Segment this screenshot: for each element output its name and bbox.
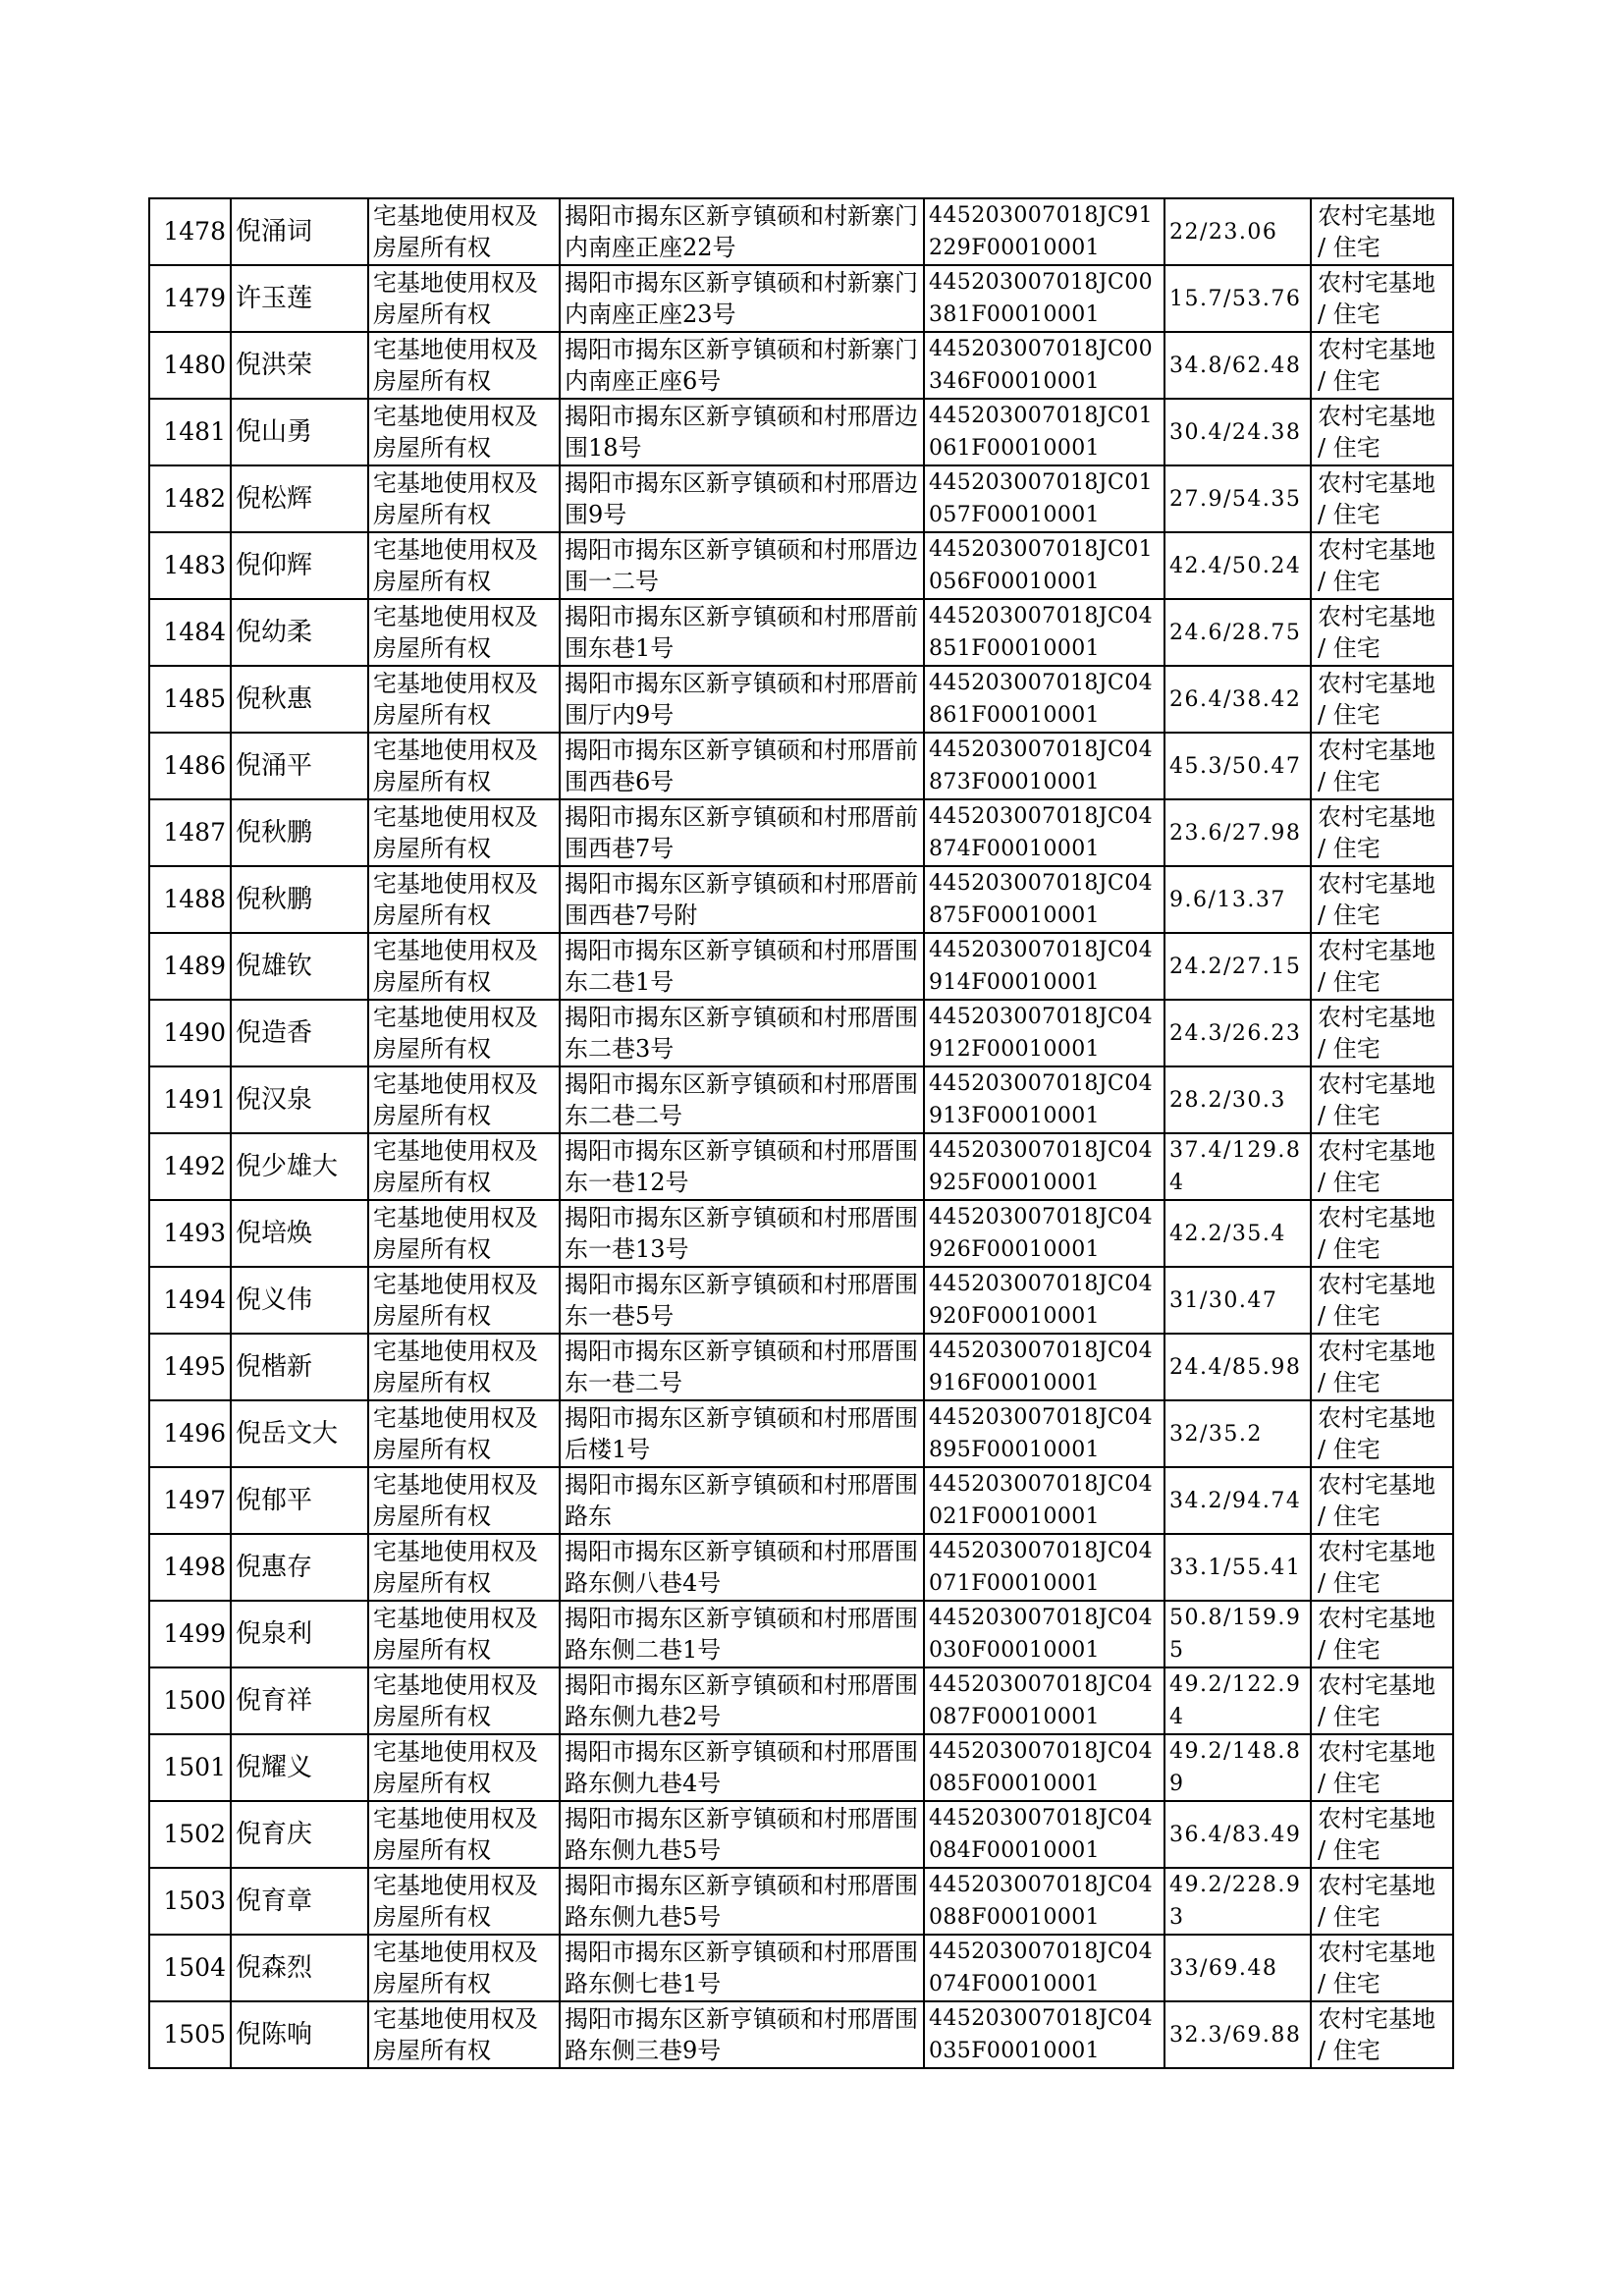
land-usage-cell: 农村宅基地 / 住宅 [1311,866,1453,933]
area-value-cell: 28.2/30.3 [1164,1066,1311,1133]
property-address-cell: 揭阳市揭东区新亨镇硕和村邢厝围路东侧九巷5号 [560,1801,924,1868]
table-row [149,198,1453,265]
land-usage-cell: 农村宅基地 / 住宅 [1311,1935,1453,2001]
land-usage-cell: 农村宅基地 / 住宅 [1311,265,1453,332]
property-address-cell: 揭阳市揭东区新亨镇硕和村邢厝围东一巷13号 [560,1200,924,1267]
owner-name-cell: 倪郁平 [231,1467,368,1534]
land-usage-cell: 农村宅基地 / 住宅 [1311,1000,1453,1066]
owner-name-cell: 倪洪荣 [231,332,368,399]
table-row [149,332,1453,399]
unit-code-cell: 445203007018JC04895F00010001 [924,1400,1164,1467]
owner-name-cell: 倪义伟 [231,1267,368,1334]
property-address-cell: 揭阳市揭东区新亨镇硕和村邢厝围路东侧三巷9号 [560,2001,924,2068]
unit-code-cell: 445203007018JC01061F00010001 [924,399,1164,465]
owner-name-cell: 倪松辉 [231,465,368,532]
unit-code-cell: 445203007018JC01056F00010001 [924,532,1164,599]
property-address-cell: 揭阳市揭东区新亨镇硕和村新寨门内南座正座6号 [560,332,924,399]
area-value-cell: 23.6/27.98 [1164,799,1311,866]
owner-name-cell: 倪少雄大 [231,1133,368,1200]
owner-name-cell: 倪育章 [231,1868,368,1935]
table-row [149,399,1453,465]
unit-code-cell: 445203007018JC04916F00010001 [924,1334,1164,1400]
right-type-cell: 宅基地使用权及房屋所有权 [368,1935,560,2001]
unit-code-cell: 445203007018JC04088F00010001 [924,1868,1164,1935]
area-value-cell: 42.4/50.24 [1164,532,1311,599]
unit-code-cell: 445203007018JC04912F00010001 [924,1000,1164,1066]
property-address-cell: 揭阳市揭东区新亨镇硕和村邢厝边围一二号 [560,532,924,599]
row-number-cell: 1478 [149,198,231,265]
owner-name-cell: 倪惠存 [231,1534,368,1601]
unit-code-cell: 445203007018JC04071F00010001 [924,1534,1164,1601]
row-number-cell: 1495 [149,1334,231,1400]
table-row [149,733,1453,799]
right-type-cell: 宅基地使用权及房屋所有权 [368,465,560,532]
table-row [149,1066,1453,1133]
land-usage-cell: 农村宅基地 / 住宅 [1311,1801,1453,1868]
unit-code-cell: 445203007018JC01057F00010001 [924,465,1164,532]
area-value-cell: 26.4/38.42 [1164,666,1311,733]
unit-code-cell: 445203007018JC04873F00010001 [924,733,1164,799]
property-address-cell: 揭阳市揭东区新亨镇硕和村邢厝围后楼1号 [560,1400,924,1467]
right-type-cell: 宅基地使用权及房屋所有权 [368,532,560,599]
row-number-cell: 1490 [149,1000,231,1066]
area-value-cell: 32/35.2 [1164,1400,1311,1467]
land-usage-cell: 农村宅基地 / 住宅 [1311,198,1453,265]
land-usage-cell: 农村宅基地 / 住宅 [1311,332,1453,399]
land-usage-cell: 农村宅基地 / 住宅 [1311,733,1453,799]
table-row [149,799,1453,866]
land-usage-cell: 农村宅基地 / 住宅 [1311,799,1453,866]
area-value-cell: 24.2/27.15 [1164,933,1311,1000]
unit-code-cell: 445203007018JC04913F00010001 [924,1066,1164,1133]
row-number-cell: 1500 [149,1667,231,1734]
row-number-cell: 1494 [149,1267,231,1334]
row-number-cell: 1482 [149,465,231,532]
unit-code-cell: 445203007018JC04926F00010001 [924,1200,1164,1267]
right-type-cell: 宅基地使用权及房屋所有权 [368,1667,560,1734]
property-address-cell: 揭阳市揭东区新亨镇硕和村邢厝围路东侧二巷1号 [560,1601,924,1667]
area-value-cell: 49.2/122.94 [1164,1667,1311,1734]
row-number-cell: 1485 [149,666,231,733]
right-type-cell: 宅基地使用权及房屋所有权 [368,666,560,733]
owner-name-cell: 倪涌词 [231,198,368,265]
area-value-cell: 31/30.47 [1164,1267,1311,1334]
owner-name-cell: 倪楷新 [231,1334,368,1400]
right-type-cell: 宅基地使用权及房屋所有权 [368,1734,560,1801]
row-number-cell: 1505 [149,2001,231,2068]
unit-code-cell: 445203007018JC04021F00010001 [924,1467,1164,1534]
unit-code-cell: 445203007018JC00346F00010001 [924,332,1164,399]
owner-name-cell: 倪岳文大 [231,1400,368,1467]
area-value-cell: 30.4/24.38 [1164,399,1311,465]
row-number-cell: 1489 [149,933,231,1000]
land-usage-cell: 农村宅基地 / 住宅 [1311,465,1453,532]
land-usage-cell: 农村宅基地 / 住宅 [1311,399,1453,465]
land-usage-cell: 农村宅基地 / 住宅 [1311,1133,1453,1200]
table-row [149,1200,1453,1267]
table-row [149,1467,1453,1534]
row-number-cell: 1487 [149,799,231,866]
property-address-cell: 揭阳市揭东区新亨镇硕和村邢厝前围东巷1号 [560,599,924,666]
table-row [149,532,1453,599]
area-value-cell: 33/69.48 [1164,1935,1311,2001]
area-value-cell: 42.2/35.4 [1164,1200,1311,1267]
property-address-cell: 揭阳市揭东区新亨镇硕和村邢厝前围西巷6号 [560,733,924,799]
land-usage-cell: 农村宅基地 / 住宅 [1311,1267,1453,1334]
owner-name-cell: 倪培焕 [231,1200,368,1267]
right-type-cell: 宅基地使用权及房屋所有权 [368,332,560,399]
table-row [149,1133,1453,1200]
row-number-cell: 1484 [149,599,231,666]
table-row [149,1534,1453,1601]
land-usage-cell: 农村宅基地 / 住宅 [1311,1334,1453,1400]
land-usage-cell: 农村宅基地 / 住宅 [1311,666,1453,733]
row-number-cell: 1496 [149,1400,231,1467]
unit-code-cell: 445203007018JC04851F00010001 [924,599,1164,666]
unit-code-cell: 445203007018JC04875F00010001 [924,866,1164,933]
land-usage-cell: 农村宅基地 / 住宅 [1311,1400,1453,1467]
row-number-cell: 1502 [149,1801,231,1868]
property-address-cell: 揭阳市揭东区新亨镇硕和村邢厝围东二巷二号 [560,1066,924,1133]
property-address-cell: 揭阳市揭东区新亨镇硕和村邢厝围路东 [560,1467,924,1534]
unit-code-cell: 445203007018JC04874F00010001 [924,799,1164,866]
area-value-cell: 15.7/53.76 [1164,265,1311,332]
row-number-cell: 1501 [149,1734,231,1801]
table-row [149,599,1453,666]
row-number-cell: 1499 [149,1601,231,1667]
property-address-cell: 揭阳市揭东区新亨镇硕和村邢厝围东二巷3号 [560,1000,924,1066]
right-type-cell: 宅基地使用权及房屋所有权 [368,198,560,265]
property-address-cell: 揭阳市揭东区新亨镇硕和村新寨门内南座正座22号 [560,198,924,265]
unit-code-cell: 445203007018JC04925F00010001 [924,1133,1164,1200]
unit-code-cell: 445203007018JC00381F00010001 [924,265,1164,332]
table-row [149,1801,1453,1868]
property-address-cell: 揭阳市揭东区新亨镇硕和村新寨门内南座正座23号 [560,265,924,332]
property-address-cell: 揭阳市揭东区新亨镇硕和村邢厝围路东侧九巷2号 [560,1667,924,1734]
area-value-cell: 50.8/159.95 [1164,1601,1311,1667]
right-type-cell: 宅基地使用权及房屋所有权 [368,1066,560,1133]
table-row [149,2001,1453,2068]
property-address-cell: 揭阳市揭东区新亨镇硕和村邢厝围东一巷二号 [560,1334,924,1400]
row-number-cell: 1497 [149,1467,231,1534]
land-usage-cell: 农村宅基地 / 住宅 [1311,1601,1453,1667]
area-value-cell: 24.3/26.23 [1164,1000,1311,1066]
area-value-cell: 36.4/83.49 [1164,1801,1311,1868]
right-type-cell: 宅基地使用权及房屋所有权 [368,933,560,1000]
table-row [149,1935,1453,2001]
row-number-cell: 1479 [149,265,231,332]
table-row [149,465,1453,532]
area-value-cell: 37.4/129.84 [1164,1133,1311,1200]
unit-code-cell: 445203007018JC04030F00010001 [924,1601,1164,1667]
property-address-cell: 揭阳市揭东区新亨镇硕和村邢厝前围西巷7号 [560,799,924,866]
area-value-cell: 32.3/69.88 [1164,2001,1311,2068]
land-usage-cell: 农村宅基地 / 住宅 [1311,1734,1453,1801]
right-type-cell: 宅基地使用权及房屋所有权 [368,1467,560,1534]
owner-name-cell: 倪育祥 [231,1667,368,1734]
owner-name-cell: 倪山勇 [231,399,368,465]
area-value-cell: 22/23.06 [1164,198,1311,265]
right-type-cell: 宅基地使用权及房屋所有权 [368,1334,560,1400]
owner-name-cell: 倪泉利 [231,1601,368,1667]
owner-name-cell: 倪秋惠 [231,666,368,733]
table-row [149,1000,1453,1066]
owner-name-cell: 许玉莲 [231,265,368,332]
land-usage-cell: 农村宅基地 / 住宅 [1311,1667,1453,1734]
right-type-cell: 宅基地使用权及房屋所有权 [368,2001,560,2068]
owner-name-cell: 倪仰辉 [231,532,368,599]
table-row [149,1334,1453,1400]
table-row [149,1267,1453,1334]
unit-code-cell: 445203007018JC91229F00010001 [924,198,1164,265]
owner-name-cell: 倪森烈 [231,1935,368,2001]
property-address-cell: 揭阳市揭东区新亨镇硕和村邢厝围东二巷1号 [560,933,924,1000]
area-value-cell: 27.9/54.35 [1164,465,1311,532]
right-type-cell: 宅基地使用权及房屋所有权 [368,1200,560,1267]
area-value-cell: 24.4/85.98 [1164,1334,1311,1400]
owner-name-cell: 倪涌平 [231,733,368,799]
unit-code-cell: 445203007018JC04087F00010001 [924,1667,1164,1734]
area-value-cell: 34.2/94.74 [1164,1467,1311,1534]
land-usage-cell: 农村宅基地 / 住宅 [1311,933,1453,1000]
right-type-cell: 宅基地使用权及房屋所有权 [368,399,560,465]
right-type-cell: 宅基地使用权及房屋所有权 [368,599,560,666]
area-value-cell: 33.1/55.41 [1164,1534,1311,1601]
row-number-cell: 1488 [149,866,231,933]
right-type-cell: 宅基地使用权及房屋所有权 [368,1267,560,1334]
table-row [149,666,1453,733]
property-address-cell: 揭阳市揭东区新亨镇硕和村邢厝围路东侧七巷1号 [560,1935,924,2001]
table-row [149,1400,1453,1467]
right-type-cell: 宅基地使用权及房屋所有权 [368,1000,560,1066]
property-address-cell: 揭阳市揭东区新亨镇硕和村邢厝围东一巷12号 [560,1133,924,1200]
right-type-cell: 宅基地使用权及房屋所有权 [368,799,560,866]
land-usage-cell: 农村宅基地 / 住宅 [1311,532,1453,599]
right-type-cell: 宅基地使用权及房屋所有权 [368,1534,560,1601]
table-row [149,933,1453,1000]
registry-table [148,197,1454,2069]
unit-code-cell: 445203007018JC04914F00010001 [924,933,1164,1000]
right-type-cell: 宅基地使用权及房屋所有权 [368,733,560,799]
table-row [149,265,1453,332]
row-number-cell: 1480 [149,332,231,399]
land-usage-cell: 农村宅基地 / 住宅 [1311,1200,1453,1267]
land-usage-cell: 农村宅基地 / 住宅 [1311,1066,1453,1133]
area-value-cell: 24.6/28.75 [1164,599,1311,666]
row-number-cell: 1492 [149,1133,231,1200]
table-row [149,1868,1453,1935]
area-value-cell: 49.2/148.89 [1164,1734,1311,1801]
property-address-cell: 揭阳市揭东区新亨镇硕和村邢厝围路东侧九巷4号 [560,1734,924,1801]
row-number-cell: 1486 [149,733,231,799]
table-row [149,1734,1453,1801]
owner-name-cell: 倪陈响 [231,2001,368,2068]
unit-code-cell: 445203007018JC04074F00010001 [924,1935,1164,2001]
property-address-cell: 揭阳市揭东区新亨镇硕和村邢厝边围9号 [560,465,924,532]
unit-code-cell: 445203007018JC04035F00010001 [924,2001,1164,2068]
property-address-cell: 揭阳市揭东区新亨镇硕和村邢厝围东一巷5号 [560,1267,924,1334]
area-value-cell: 34.8/62.48 [1164,332,1311,399]
right-type-cell: 宅基地使用权及房屋所有权 [368,1868,560,1935]
right-type-cell: 宅基地使用权及房屋所有权 [368,265,560,332]
owner-name-cell: 倪耀义 [231,1734,368,1801]
right-type-cell: 宅基地使用权及房屋所有权 [368,1400,560,1467]
owner-name-cell: 倪幼柔 [231,599,368,666]
unit-code-cell: 445203007018JC04920F00010001 [924,1267,1164,1334]
land-usage-cell: 农村宅基地 / 住宅 [1311,1534,1453,1601]
right-type-cell: 宅基地使用权及房屋所有权 [368,1601,560,1667]
row-number-cell: 1498 [149,1534,231,1601]
property-address-cell: 揭阳市揭东区新亨镇硕和村邢厝围路东侧八巷4号 [560,1534,924,1601]
owner-name-cell: 倪造香 [231,1000,368,1066]
row-number-cell: 1503 [149,1868,231,1935]
area-value-cell: 9.6/13.37 [1164,866,1311,933]
land-usage-cell: 农村宅基地 / 住宅 [1311,1868,1453,1935]
property-address-cell: 揭阳市揭东区新亨镇硕和村邢厝前围西巷7号附 [560,866,924,933]
table-row [149,1667,1453,1734]
row-number-cell: 1504 [149,1935,231,2001]
table-row [149,1601,1453,1667]
row-number-cell: 1483 [149,532,231,599]
owner-name-cell: 倪秋鹏 [231,799,368,866]
property-address-cell: 揭阳市揭东区新亨镇硕和村邢厝边围18号 [560,399,924,465]
row-number-cell: 1493 [149,1200,231,1267]
owner-name-cell: 倪汉泉 [231,1066,368,1133]
land-usage-cell: 农村宅基地 / 住宅 [1311,599,1453,666]
area-value-cell: 45.3/50.47 [1164,733,1311,799]
owner-name-cell: 倪雄钦 [231,933,368,1000]
area-value-cell: 49.2/228.93 [1164,1868,1311,1935]
right-type-cell: 宅基地使用权及房屋所有权 [368,866,560,933]
unit-code-cell: 445203007018JC04861F00010001 [924,666,1164,733]
row-number-cell: 1481 [149,399,231,465]
row-number-cell: 1491 [149,1066,231,1133]
right-type-cell: 宅基地使用权及房屋所有权 [368,1801,560,1868]
registry-body [149,198,1453,2068]
land-usage-cell: 农村宅基地 / 住宅 [1311,2001,1453,2068]
owner-name-cell: 倪育庆 [231,1801,368,1868]
land-usage-cell: 农村宅基地 / 住宅 [1311,1467,1453,1534]
unit-code-cell: 445203007018JC04084F00010001 [924,1801,1164,1868]
unit-code-cell: 445203007018JC04085F00010001 [924,1734,1164,1801]
right-type-cell: 宅基地使用权及房屋所有权 [368,1133,560,1200]
property-address-cell: 揭阳市揭东区新亨镇硕和村邢厝前围厅内9号 [560,666,924,733]
owner-name-cell: 倪秋鹏 [231,866,368,933]
property-address-cell: 揭阳市揭东区新亨镇硕和村邢厝围路东侧九巷5号 [560,1868,924,1935]
table-row [149,866,1453,933]
